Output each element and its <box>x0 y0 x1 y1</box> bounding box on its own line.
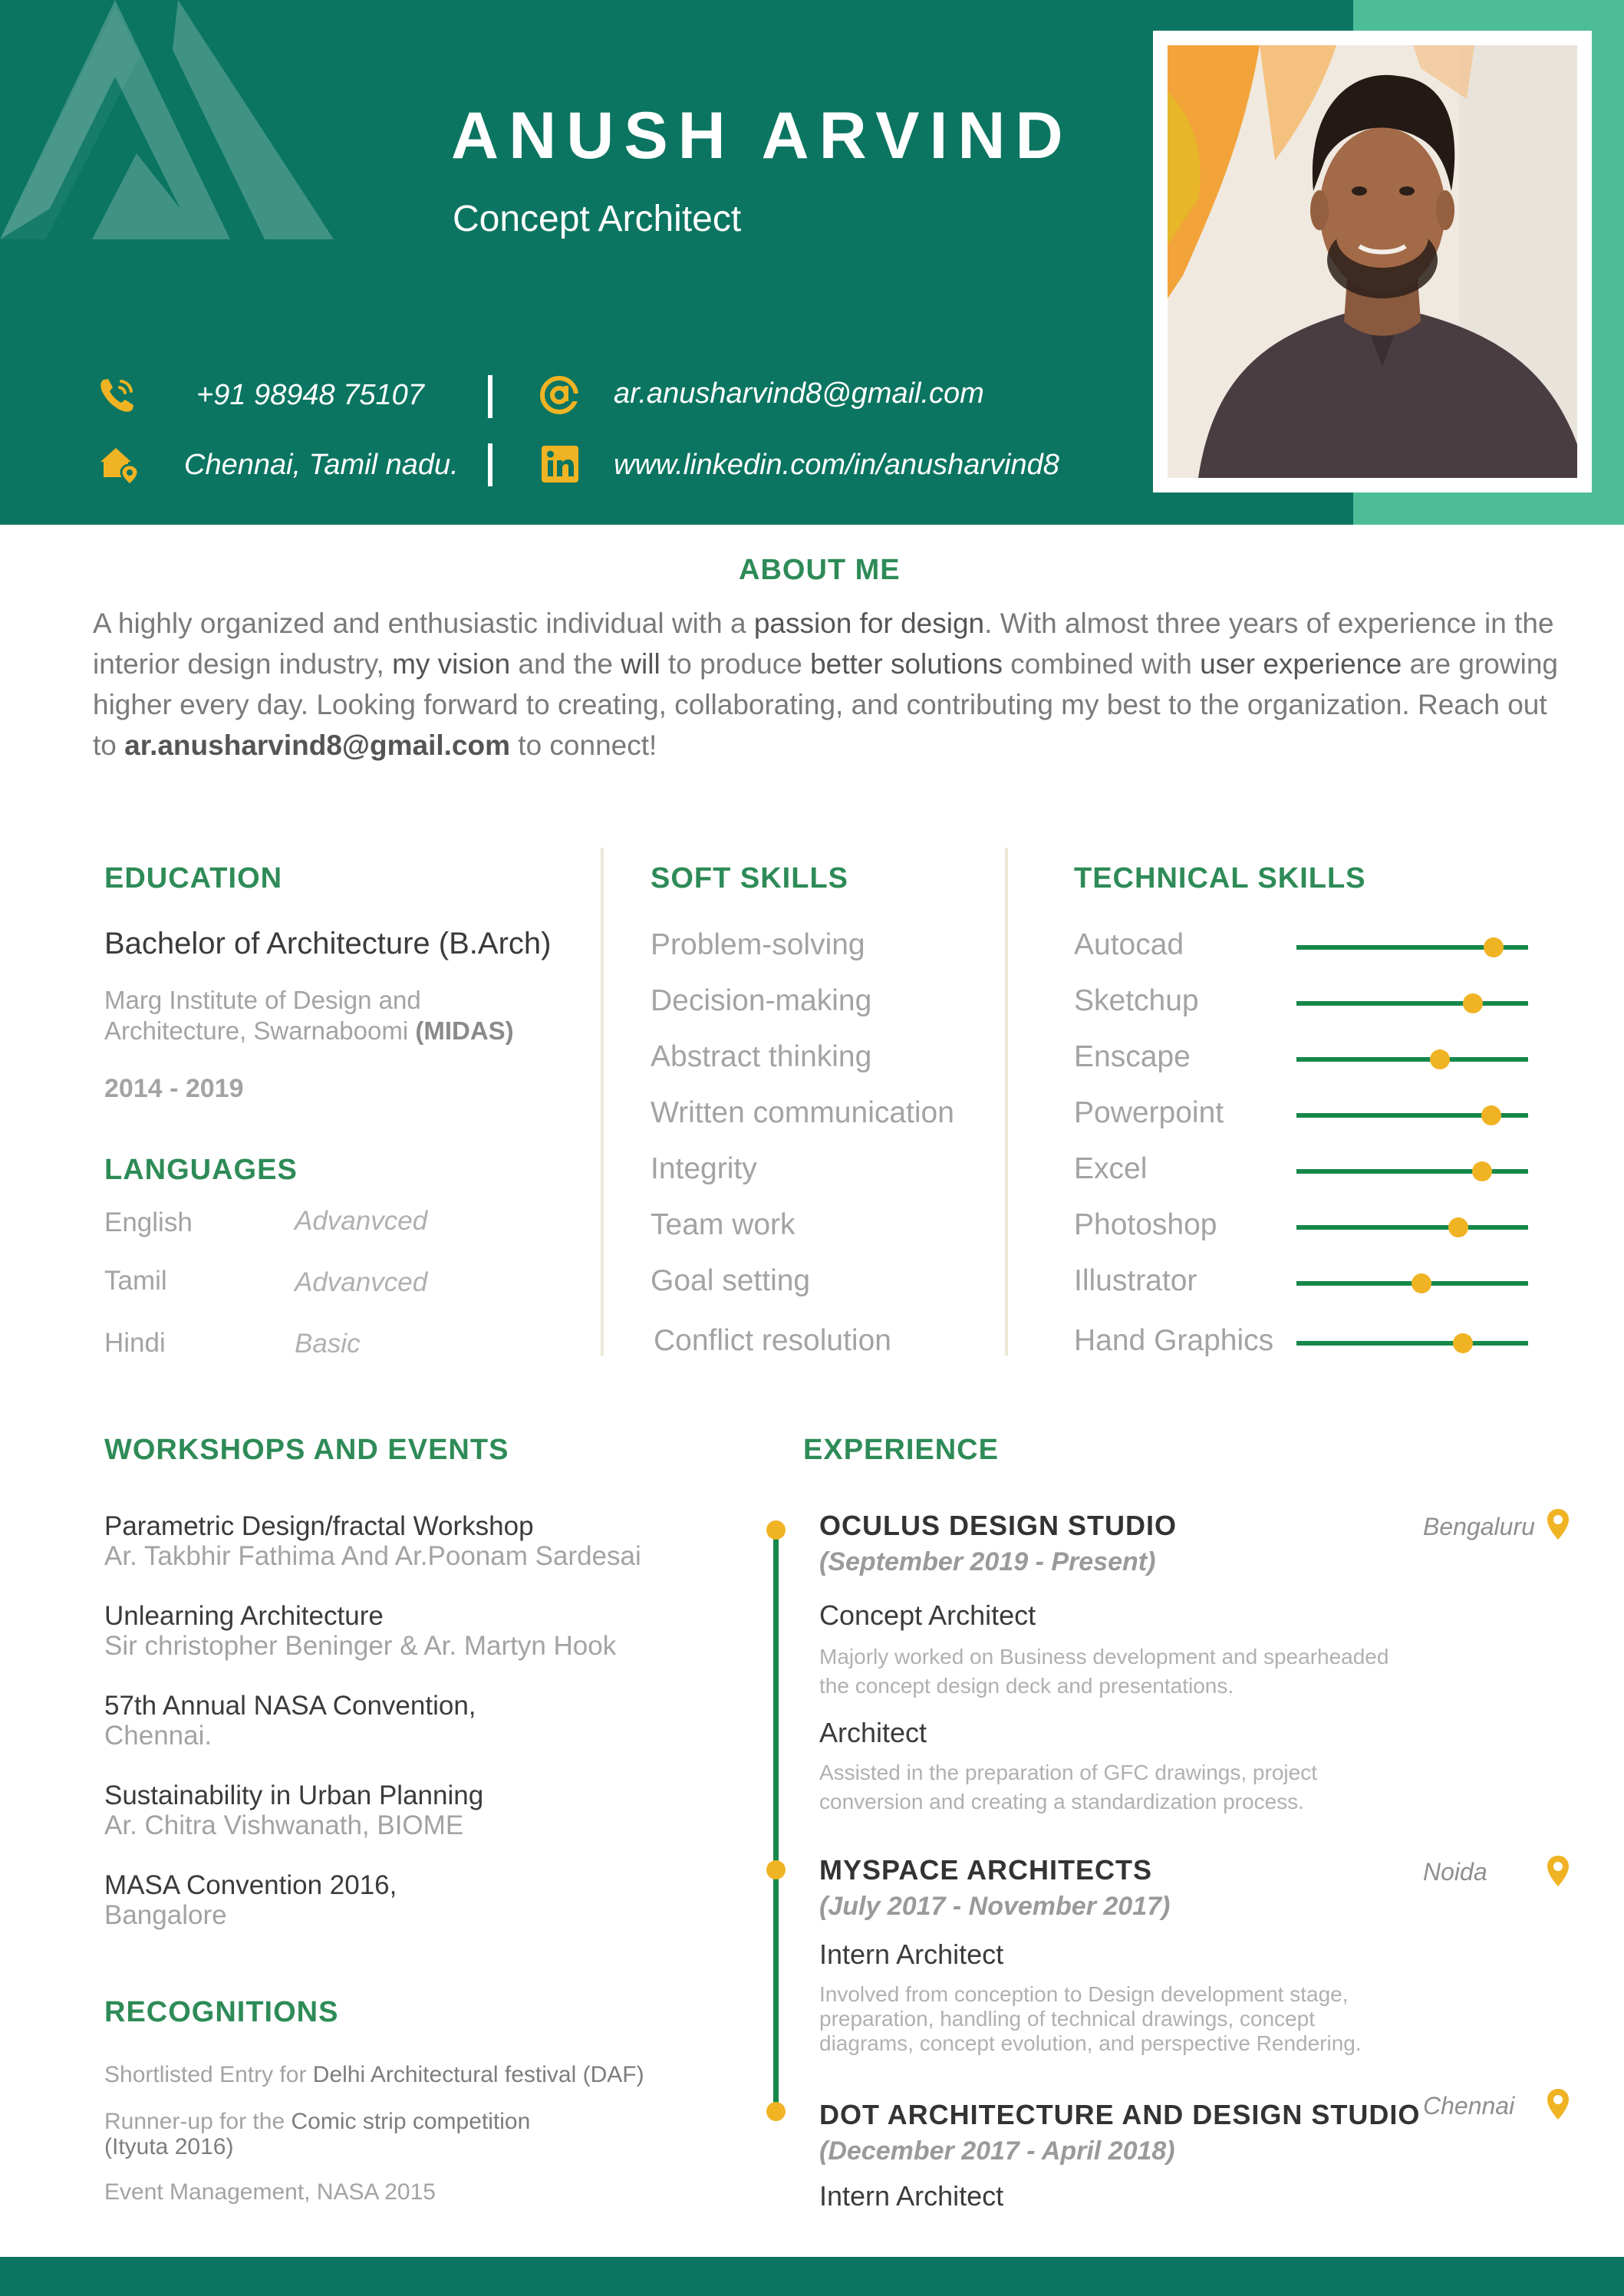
technical-skill-bar <box>1296 1341 1528 1346</box>
language-name: Hindi <box>104 1328 166 1358</box>
about-heading: ABOUT ME <box>739 554 901 586</box>
technical-skill-bar <box>1296 945 1528 950</box>
soft-skill-item: Problem-solving <box>651 928 865 961</box>
workshop-title: 57th Annual NASA Convention, <box>104 1691 476 1721</box>
education-heading: EDUCATION <box>104 862 283 894</box>
header-banner <box>0 0 1624 525</box>
technical-skills-heading: TECHNICAL SKILLS <box>1074 862 1366 894</box>
languages-heading: LANGUAGES <box>104 1154 298 1186</box>
location-pin-icon <box>1547 2088 1570 2120</box>
technical-skill-level-dot <box>1472 1161 1492 1181</box>
workshop-subtitle: Bangalore <box>104 1900 227 1930</box>
degree-title: Bachelor of Architecture (B.Arch) <box>104 927 552 960</box>
technical-skill-name: Powerpoint <box>1074 1096 1224 1129</box>
technical-skill-level-dot <box>1453 1333 1473 1353</box>
language-name: Tamil <box>104 1266 167 1296</box>
job-role: Intern Architect <box>819 2180 1004 2212</box>
recognitions-heading: RECOGNITIONS <box>104 1996 339 2028</box>
technical-skill-bar <box>1296 1113 1528 1118</box>
linkedin-icon <box>539 443 582 486</box>
linkedin-text[interactable]: www.linkedin.com/in/anusharvind8 <box>614 449 1059 481</box>
workshop-subtitle: Sir christopher Beninger & Ar. Martyn Hook <box>104 1631 617 1661</box>
recognition-item: Runner-up for the Comic strip competition (Ityuta 2016) <box>104 2109 531 2159</box>
education-years: 2014 - 2019 <box>104 1074 244 1103</box>
company-name: MYSPACE ARCHITECTS <box>819 1854 1153 1886</box>
job-role: Architect <box>819 1717 927 1748</box>
recognition-item: Event Management, NASA 2015 <box>104 2179 436 2205</box>
technical-skill-level-dot <box>1448 1217 1468 1237</box>
workshop-subtitle: Ar. Chitra Vishwanath, BIOME <box>104 1810 464 1840</box>
contact-separator <box>488 443 492 486</box>
workshop-title: Parametric Design/fractal Workshop <box>104 1511 534 1541</box>
workshop-title: Unlearning Architecture <box>104 1601 384 1631</box>
language-level: Basic <box>295 1329 361 1359</box>
technical-skill-name: Sketchup <box>1074 984 1199 1017</box>
job-description: Assisted in the preparation of GFC drawings, project conversion and creating a standardization process. <box>819 1761 1317 1813</box>
email-icon <box>538 374 581 417</box>
workshops-heading: WORKSHOPS AND EVENTS <box>104 1434 509 1466</box>
job-location: Bengaluru <box>1423 1513 1535 1540</box>
job-period: (September 2019 - Present) <box>819 1547 1156 1576</box>
soft-skill-item: Team work <box>651 1208 796 1241</box>
email-text[interactable]: ar.anusharvind8@gmail.com <box>614 377 984 410</box>
workshop-title: MASA Convention 2016, <box>104 1870 397 1900</box>
soft-skill-item: Written communication <box>651 1096 954 1129</box>
job-location: Chennai <box>1423 2092 1515 2120</box>
column-divider <box>1005 848 1008 1356</box>
technical-skill-bar <box>1296 1281 1528 1286</box>
technical-skill-level-dot <box>1430 1049 1450 1069</box>
timeline-dot <box>766 1860 786 1879</box>
person-name: ANUSH ARVIND <box>451 99 1073 173</box>
profile-photo-frame <box>1153 31 1592 492</box>
technical-skill-name: Photoshop <box>1074 1208 1217 1241</box>
technical-skill-bar <box>1296 1057 1528 1062</box>
phone-icon <box>96 374 139 417</box>
job-description: Involved from conception to Design development stage, preparation, handling of technical drawings, concept diagrams, concept evolution, and perspective Rendering. <box>819 1982 1362 2055</box>
technical-skill-bar <box>1296 1169 1528 1174</box>
location-text: Chennai, Tamil nadu. <box>184 449 459 481</box>
about-paragraph: A highly organized and enthusiastic individual with a passion for design. With almost three years of experience in the interior design industry, my vision and the will to produce better solutions combined with user experience are growing higher every day. Looking forward to creating, collaborating, and contributing my best to the organization. Reach out to ar.anusharvind8@gmail.com to connect! <box>93 608 1558 761</box>
institute-name: Marg Institute of Design and Architecture, Swarnaboomi (MIDAS) <box>104 986 514 1045</box>
job-period: (December 2017 - April 2018) <box>819 2136 1175 2166</box>
soft-skill-item: Goal setting <box>651 1264 811 1297</box>
workshop-subtitle: Chennai. <box>104 1721 212 1751</box>
technical-skill-level-dot <box>1412 1273 1431 1293</box>
job-role: Intern Architect <box>819 1939 1004 1970</box>
company-name: OCULUS DESIGN STUDIO <box>819 1510 1178 1541</box>
job-role: Concept Architect <box>819 1599 1036 1631</box>
location-pin-icon <box>1547 1508 1570 1540</box>
timeline-dot <box>766 2102 786 2121</box>
technical-skill-name: Enscape <box>1074 1040 1191 1073</box>
soft-skill-item: Integrity <box>651 1152 757 1185</box>
footer-band <box>0 2257 1624 2296</box>
technical-skill-level-dot <box>1481 1105 1501 1125</box>
home-location-icon <box>97 443 140 486</box>
technical-skill-name: Illustrator <box>1074 1264 1197 1297</box>
contact-separator <box>488 375 492 418</box>
soft-skill-item: Abstract thinking <box>651 1040 872 1073</box>
phone-text[interactable]: +91 98948 75107 <box>196 379 424 411</box>
technical-skill-bar <box>1296 1001 1528 1006</box>
language-name: English <box>104 1207 193 1237</box>
technical-skill-name: Hand Graphics <box>1074 1324 1274 1357</box>
company-name: DOT ARCHITECTURE AND DESIGN STUDIO <box>819 2099 1421 2130</box>
job-location: Noida <box>1423 1858 1487 1886</box>
about-email-link[interactable]: ar.anusharvind8@gmail.com <box>124 730 511 761</box>
experience-heading: EXPERIENCE <box>803 1434 999 1466</box>
technical-skill-name: Autocad <box>1074 928 1184 961</box>
workshop-subtitle: Ar. Takbhir Fathima And Ar.Poonam Sardesai <box>104 1541 641 1571</box>
workshop-title: Sustainability in Urban Planning <box>104 1780 484 1810</box>
logo-icon <box>0 0 338 245</box>
location-pin-icon <box>1547 1855 1570 1887</box>
job-description: Majorly worked on Business development and spearheaded the concept design deck and presentations. <box>819 1645 1389 1698</box>
person-role: Concept Architect <box>453 199 742 239</box>
technical-skill-name: Excel <box>1074 1152 1148 1185</box>
technical-skill-bar <box>1296 1225 1528 1230</box>
language-level: Advanvced <box>295 1267 428 1297</box>
soft-skill-item: Conflict resolution <box>654 1324 891 1357</box>
column-divider <box>601 848 604 1356</box>
job-period: (July 2017 - November 2017) <box>819 1892 1171 1921</box>
language-level: Advanvced <box>295 1206 428 1236</box>
technical-skill-level-dot <box>1463 993 1483 1013</box>
experience-timeline <box>773 1527 779 2111</box>
timeline-dot <box>766 1520 786 1540</box>
technical-skill-level-dot <box>1484 937 1504 957</box>
profile-photo <box>1168 45 1577 478</box>
soft-skill-item: Decision-making <box>651 984 872 1017</box>
soft-skills-heading: SOFT SKILLS <box>651 862 848 894</box>
recognition-item: Shortlisted Entry for Delhi Architectural festival (DAF) <box>104 2062 644 2087</box>
